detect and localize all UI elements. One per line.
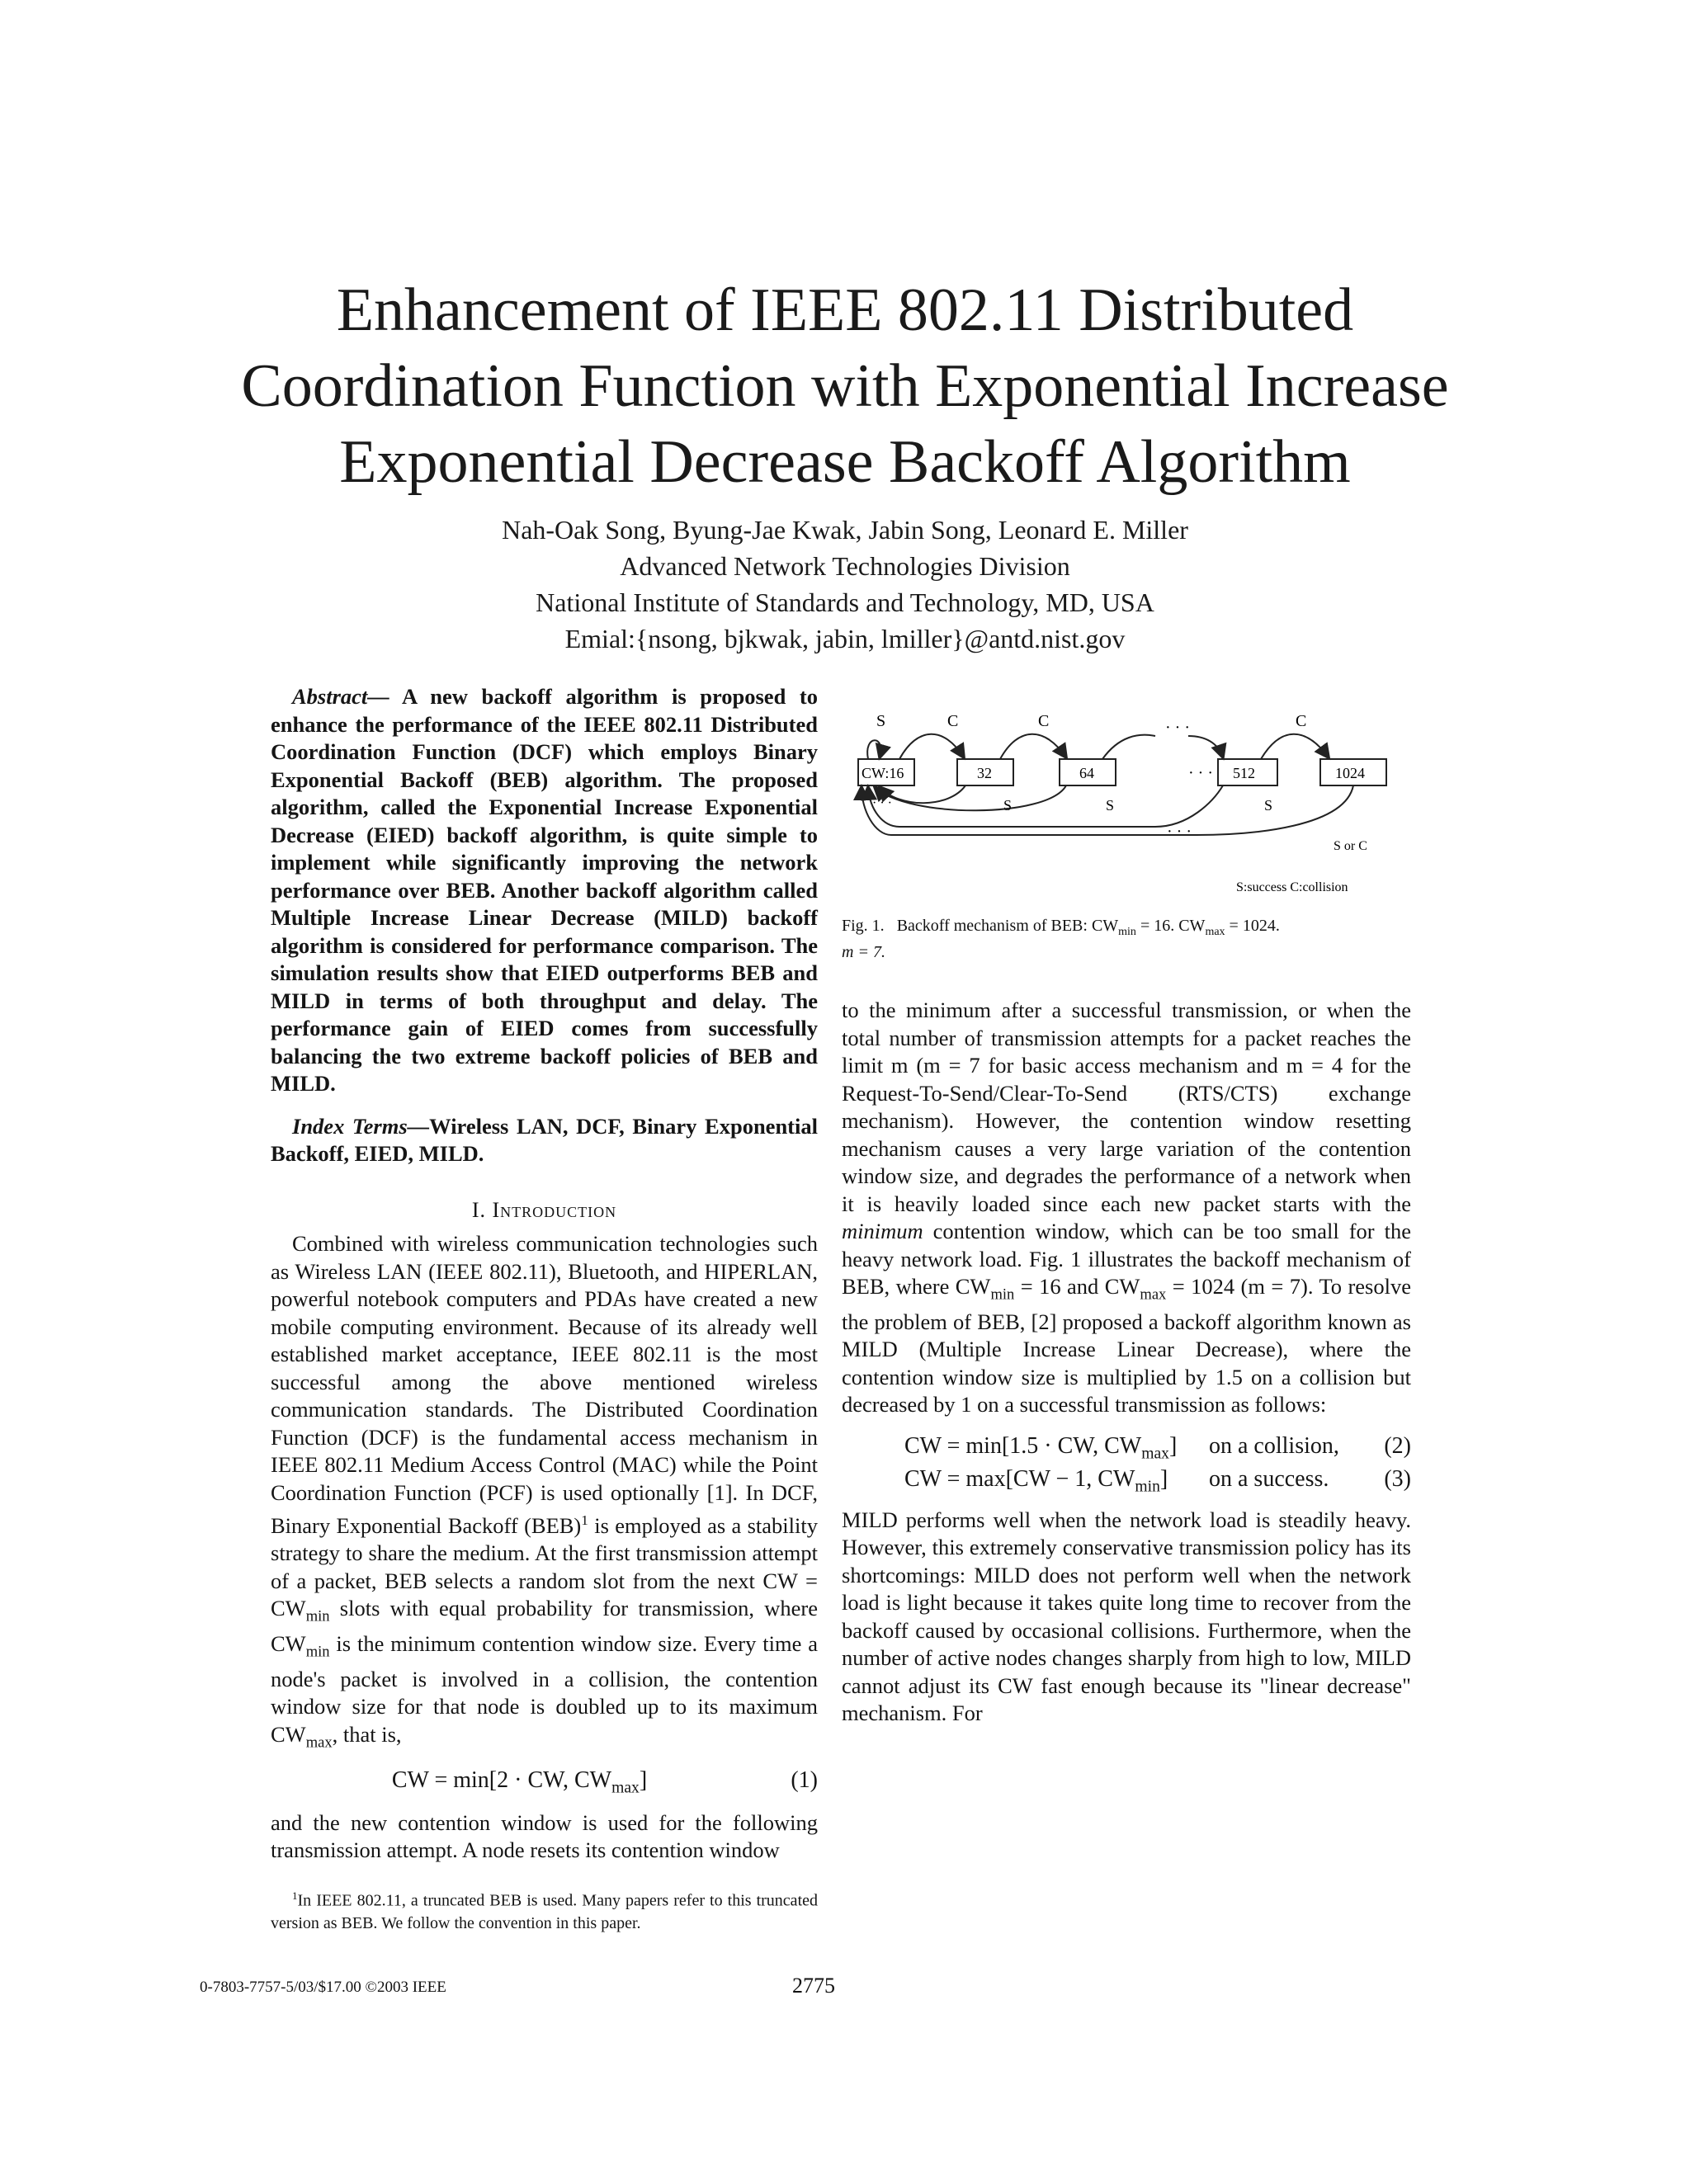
label-c-2: C [1038, 712, 1050, 730]
equation-1-number: (1) [791, 1767, 818, 1793]
equation-1: CW = min[2 · CW, $CW_{max}$] (1) [391, 1767, 818, 1797]
svg-text:S: S [1003, 797, 1013, 814]
equation-2: CW = min[1.5 · CW, $CW_{max}$] on a collision, (2) [904, 1432, 1411, 1463]
section-heading-introduction: I. Introduction [471, 1197, 617, 1222]
svg-text:S or C: S or C [1334, 839, 1367, 853]
figure-1-caption: Fig. 1. Backoff mechanism of BEB: $CW_{min} = 16$. $CW_{max} = 1024$. m = 7. [842, 917, 1280, 961]
label-c-1: C [947, 712, 959, 730]
author-division: Advanced Network Technologies Division [620, 551, 1070, 581]
svg-text:· · ·: · · · [1167, 823, 1192, 841]
author-names: Nah-Oak Song, Byung-Jae Kwak, Jabin Song, Leonard E. Miller [502, 515, 1188, 545]
left-column [271, 683, 818, 1935]
svg-text:S: S [1106, 797, 1115, 814]
paper-title-line-2: Coordination Function with Exponential Increase [241, 352, 1449, 420]
footnote: $^1$In IEEE 802.11, a truncated BEB is used. Many papers refer to this truncated version as BEB. We follow the convention in this paper. [271, 1889, 818, 1933]
right-column [842, 997, 1411, 1728]
svg-text:S: S [1264, 797, 1273, 814]
author-institute: National Institute of Standards and Technology, MD, USA [536, 587, 1154, 617]
svg-text:· · ·: · · · [1165, 719, 1190, 737]
abstract-text: A new backoff algorithm is proposed to enhance the performance of the IEEE 802.11 Distributed Coordination Function (DCF) which employs Binary Exponential Backoff (BEB) algorithm. The proposed algorithm, called the Exponential Increase Exponential Decrease (EIED) backoff algorithm, is quite simple to implement while significantly improving the network performance over BEB. Another backoff algorithm called Multiple Increase Linear Decrease (MILD) backoff algorithm is considered for performance comparison. The simulation results show that EIED outperforms BEB and MILD in terms of both throughput and delay. The performance gain of EIED comes from successfully balancing the two extreme backoff policies of BEB and MILD. [271, 684, 818, 1096]
footer-copyright: 0-7803-7757-5/03/$17.00 ©2003 IEEE [200, 1979, 446, 1996]
authors-block [0, 512, 1690, 657]
index-terms-text: Wireless LAN, DCF, Binary Exponential Backoff, EIED, MILD. [271, 1113, 818, 1166]
equation-3: CW = max[CW − 1, $CW_{min}$] on a success. (3) [904, 1465, 1411, 1496]
paper-title-line-3: Exponential Decrease Backoff Algorithm [339, 428, 1351, 496]
equation-2-number: (2) [1384, 1432, 1411, 1459]
abstract: Abstract— A new backoff algorithm is proposed to enhance the performance of the IEEE 802.11 Distributed Coordination Function (DCF) which employs Binary Exponential Backoff (BEB) algorithm. The proposed algorithm, called the Exponential Increase Exponential Decrease (EIED) backoff algorithm, is quite simple to implement while significantly improving the network performance over BEB. Another backoff algorithm called Multiple Increase Linear Decrease (MILD) backoff algorithm is considered for performance comparison. The simulation results show that EIED outperforms BEB and MILD in terms of both throughput and delay. The performance gain of EIED comes from successfully balancing the two extreme backoff policies of BEB and MILD. [271, 684, 818, 1096]
svg-text:S:success C:collision: S:success C:collision [1236, 880, 1348, 894]
svg-text:CW:16: CW:16 [862, 765, 904, 781]
figure-1 [842, 703, 1411, 909]
label-s-top: S [876, 712, 886, 730]
svg-text:32: 32 [977, 765, 992, 781]
index-terms-label: Index Terms [292, 1113, 408, 1139]
label-c-3: C [1296, 712, 1307, 730]
right-paragraph-2: MILD performs well when the network load is steadily heavy. However, this extremely conservative transmission policy has its shortcomings: MILD does not perform well when the network load is light because it takes quite long time to recover from the backoff caused by occasional collisions. Furthermore, when the number of active nodes changes sharply from high to low, MILD cannot adjust its CW fast enough because its "linear decrease" mechanism. For [842, 1507, 1411, 1726]
svg-text:· · ·: · · · [872, 796, 892, 810]
svg-text:· · ·: · · · [1188, 764, 1213, 782]
paper-title-line-1: Enhancement of IEEE 802.11 Distributed [336, 276, 1354, 344]
index-terms: Index Terms—Wireless LAN, DCF, Binary Exponential Backoff, EIED, MILD. [271, 1113, 818, 1166]
equation-3-number: (3) [1384, 1465, 1411, 1492]
svg-text:1024: 1024 [1335, 765, 1365, 781]
abstract-label: Abstract [292, 684, 368, 709]
page-number: 2775 [792, 1974, 835, 1998]
author-email: Emial:{nsong, bjkwak, jabin, lmiller}@antd.nist.gov [564, 624, 1126, 653]
beb-backoff-diagram [842, 703, 1411, 909]
svg-text:512: 512 [1233, 765, 1255, 781]
intro-paragraph-1: Combined with wireless communication technologies such as Wireless LAN (IEEE 802.11), Bluetooth, and HIPERLAN, powerful notebook computers and PDAs have created a new mobile computing environment. Because of its already well established market acceptance, IEEE 802.11 is the most successful among the above mentioned wireless communication standards. The Distributed Coordination Function (DCF) is the fundamental access mechanism in IEEE 802.11 Medium Access Control (MAC) while the Point Coordination Function (PCF) is used optionally [1]. In DCF, Binary Exponential Backoff (BEB)$^1$ is employed as a stability strategy to share the medium. At the first transmission attempt of a packet, BEB selects a random slot from the next CW = $CW_{min}$ slots with equal probability for transmission, where $CW_{min}$ is the minimum contention window size. Every time a node's packet is involved in a collision, the contention window size for that node is doubled up to its maximum $CW_{max}$, that is, [271, 1231, 818, 1752]
svg-text:64: 64 [1079, 765, 1094, 781]
intro-paragraph-2: and the new contention window is used for the following transmission attempt. A node resets its contention window [271, 1809, 818, 1863]
right-paragraph-1: to the minimum after a successful transmission, or when the total number of transmission attempts for a packet reaches the limit m (m = 7 for basic access mechanism and m = 4 for the Request-To-Send/Clear-To-Send (RTS/CTS) exchange mechanism). However, the contention window resetting mechanism causes a very large variation of the contention window size, and degrades the performance of a network when it is heavily loaded since each new packet starts with the minimum contention window, which can be too small for the heavy network load. Fig. 1 illustrates the backoff mechanism of BEB, where $CW_{min} = 16$ and $CW_{max} = 1024$ (m = 7). To resolve the problem of BEB, [2] proposed a backoff algorithm known as MILD (Multiple Increase Linear Decrease), where the contention window size is multiplied by 1.5 on a collision but decreased by 1 on a successful transmission as follows: [842, 998, 1411, 1417]
title-block [0, 272, 1690, 657]
